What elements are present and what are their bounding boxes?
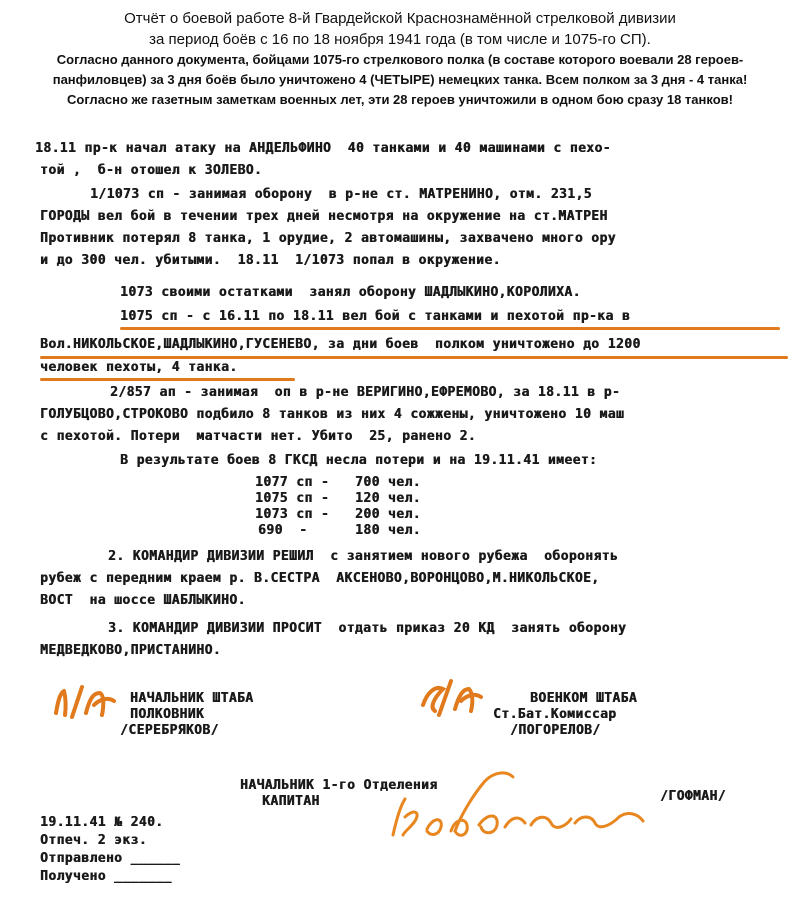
typewritten-report — [0, 135, 800, 900]
signature-name: /ГОФМАН/ — [660, 789, 726, 804]
title-line: за период боёв с 16 по 18 ноября 1941 года (в том числе и 1075-го СП). — [149, 31, 651, 48]
loss-count: 200 чел. — [355, 507, 421, 522]
footer-line: Отпеч. 2 экз. — [40, 833, 147, 848]
signature-mark — [415, 675, 485, 725]
signature-rank: ПОЛКОВНИК — [130, 707, 205, 722]
signature-name: /СЕРЕБРЯКОВ/ — [120, 723, 219, 738]
report-line: той , б-н отошел к ЗОЛЕВО. — [40, 163, 263, 178]
loss-unit: 1075 сп - — [255, 491, 330, 506]
note-line: Согласно же газетным заметкам военных лет, эти 28 героев уничтожили в одном бою сразу 18 танков! — [67, 92, 733, 107]
loss-unit: 690 - — [258, 523, 308, 538]
report-line: 1073 своими остатками занял оборону ШАДЛЫКИНО,КОРОЛИХА. — [120, 285, 581, 300]
signature-title: НАЧАЛЬНИК ШТАБА — [130, 691, 254, 706]
footer-line: Получено _______ — [40, 869, 172, 884]
highlight-underline — [40, 378, 295, 381]
report-line: Противник потерял 8 танка, 1 орудие, 2 автомашины, захвачено много ору — [40, 231, 616, 246]
loss-count: 120 чел. — [355, 491, 421, 506]
report-line: 1075 сп - с 16.11 по 18.11 вел бой с танками и пехотой пр-ка в — [120, 309, 631, 324]
signature-mark — [50, 683, 120, 723]
highlight-underline — [40, 356, 788, 359]
report-line: человек пехоты, 4 танка. — [40, 360, 238, 375]
report-line: и до 300 чел. убитыми. 18.11 1/1073 попал в окружение. — [40, 253, 501, 268]
header — [0, 8, 800, 110]
loss-unit: 1073 сп - — [255, 507, 330, 522]
highlight-underline — [120, 327, 780, 330]
decision-line: 2. КОМАНДИР ДИВИЗИИ РЕШИЛ с занятием нового рубежа оборонять — [108, 549, 619, 564]
signature-title: ВОЕНКОМ ШТАБА — [530, 691, 637, 706]
report-line: 1/1073 сп - занимая оборону в р-не ст. МАТРЕНИНО, отм. 231,5 — [90, 187, 592, 202]
decision-line: МЕДВЕДКОВО,ПРИСТАНИНО. — [40, 643, 221, 658]
loss-count: 700 чел. — [355, 475, 421, 490]
report-line: Вол.НИКОЛЬСКОЕ,ШАДЛЫКИНО,ГУСЕНЕВО, за дни боев полком уничтожено до 1200 — [40, 337, 641, 352]
loss-unit: 1077 сп - — [255, 475, 330, 490]
signature-rank: Ст.Бат.Комиссар — [493, 707, 617, 722]
handwritten-signature — [375, 765, 660, 860]
report-line: ГОРОДЫ вел бой в течении трех дней несмотря на окружение на ст.МАТРЕН — [40, 209, 608, 224]
note-line: Согласно данного документа, бойцами 1075-го стрелкового полка (в составе которого воевали 28 героев- — [56, 52, 744, 67]
signature-title: НАЧАЛЬНИК 1-го Отделения — [240, 778, 438, 793]
note-line: панфиловцев) за 3 дня боёв было уничтожено 4 (ЧЕТЫРЕ) немецких танка. Всем полком за 3 дня - 4 танка! — [52, 72, 748, 87]
signature-name: /ПОГОРЕЛОВ/ — [510, 723, 601, 738]
report-line: 18.11 пр-к начал атаку на АНДЕЛЬФИНО 40 танками и 40 машинами с пехо- — [35, 141, 611, 156]
decision-line: ВОСТ на шоссе ШАБЛЫКИНО. — [40, 593, 246, 608]
report-line: с пехотой. Потери матчасти нет. Убито 25, ранено 2. — [40, 429, 477, 444]
decision-line: рубеж с передним краем р. В.СЕСТРА АКСЕНОВО,ВОРОНЦОВО,М.НИКОЛЬСКОЕ, — [40, 571, 600, 586]
report-line: ГОЛУБЦОВО,СТРОКОВО подбило 8 танков из них 4 сожжены, уничтожено 10 маш — [40, 407, 625, 422]
footer-line: 19.11.41 № 240. — [40, 815, 164, 830]
report-line: В результате боев 8 ГКСД несла потери и на 19.11.41 имеет: — [120, 453, 598, 468]
footer-line: Отправлено ______ — [40, 851, 180, 866]
decision-line: 3. КОМАНДИР ДИВИЗИИ ПРОСИТ отдать приказ 20 КД занять оборону — [108, 621, 627, 636]
title-line: Отчёт о боевой работе 8-й Гвардейской Краснознамённой стрелковой дивизии — [124, 10, 676, 27]
report-line: 2/857 ап - занимая оп в р-не ВЕРИГИНО,ЕФРЕМОВО, за 18.11 в р- — [110, 385, 621, 400]
loss-count: 180 чел. — [355, 523, 421, 538]
signature-rank: КАПИТАН — [262, 794, 320, 809]
